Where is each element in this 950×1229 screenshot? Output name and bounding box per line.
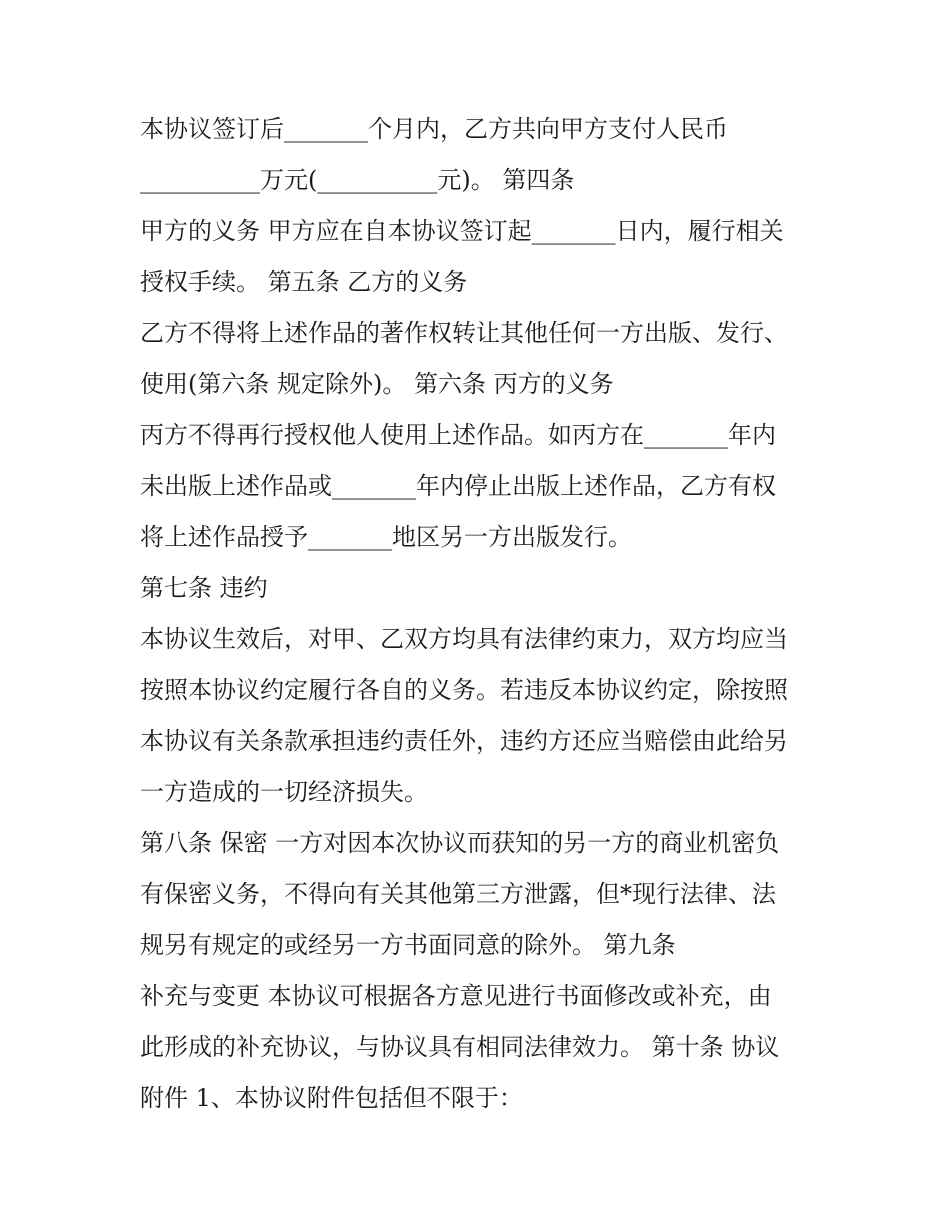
text-line-10: 第七条 违约: [140, 574, 268, 602]
text-line-2: __________万元(__________元)。 第四条: [140, 166, 575, 194]
text-line-13: 本协议有关条款承担违约责任外，违约方还应当赔偿由此给另: [140, 727, 788, 755]
text-line-8: 未出版上述作品或_______年内停止出版上述作品，乙方有权: [140, 472, 776, 500]
text-line-20: 附件 1、本协议附件包括但不限于：: [140, 1084, 523, 1112]
text-line-9: 将上述作品授予_______地区另一方出版发行。: [140, 523, 632, 551]
text-line-4: 授权手续。 第五条 乙方的义务: [140, 268, 468, 296]
text-line-6: 使用(第六条 规定除外)。 第六条 丙方的义务: [140, 370, 614, 398]
text-line-16: 有保密义务，不得向有关其他第三方泄露，但*现行法律、法: [140, 880, 776, 908]
text-line-17: 规另有规定的或经另一方书面同意的除外。 第九条: [140, 931, 676, 959]
text-line-5: 乙方不得将上述作品的著作权转让其他任何一方出版、发行、: [140, 319, 788, 347]
text-line-1: 本协议签订后_______个月内，乙方共向甲方支付人民币: [140, 115, 728, 143]
text-line-3: 甲方的义务 甲方应在自本协议签订起_______日内，履行相关: [140, 217, 784, 245]
text-line-7: 丙方不得再行授权他人使用上述作品。如丙方在_______年内: [140, 421, 776, 449]
text-line-12: 按照本协议约定履行各自的义务。若违反本协议约定，除按照: [140, 676, 788, 704]
contract-text: [140, 104, 830, 1124]
text-line-14: 一方造成的一切经济损失。: [140, 778, 428, 806]
text-line-15: 第八条 保密 一方对因本次协议而获知的另一方的商业机密负: [140, 829, 780, 857]
text-line-18: 补充与变更 本协议可根据各方意见进行书面修改或补充，由: [140, 982, 772, 1010]
text-line-19: 此形成的补充协议，与协议具有相同法律效力。 第十条 协议: [140, 1033, 780, 1061]
text-line-11: 本协议生效后，对甲、乙双方均具有法律约束力，双方均应当: [140, 625, 788, 653]
